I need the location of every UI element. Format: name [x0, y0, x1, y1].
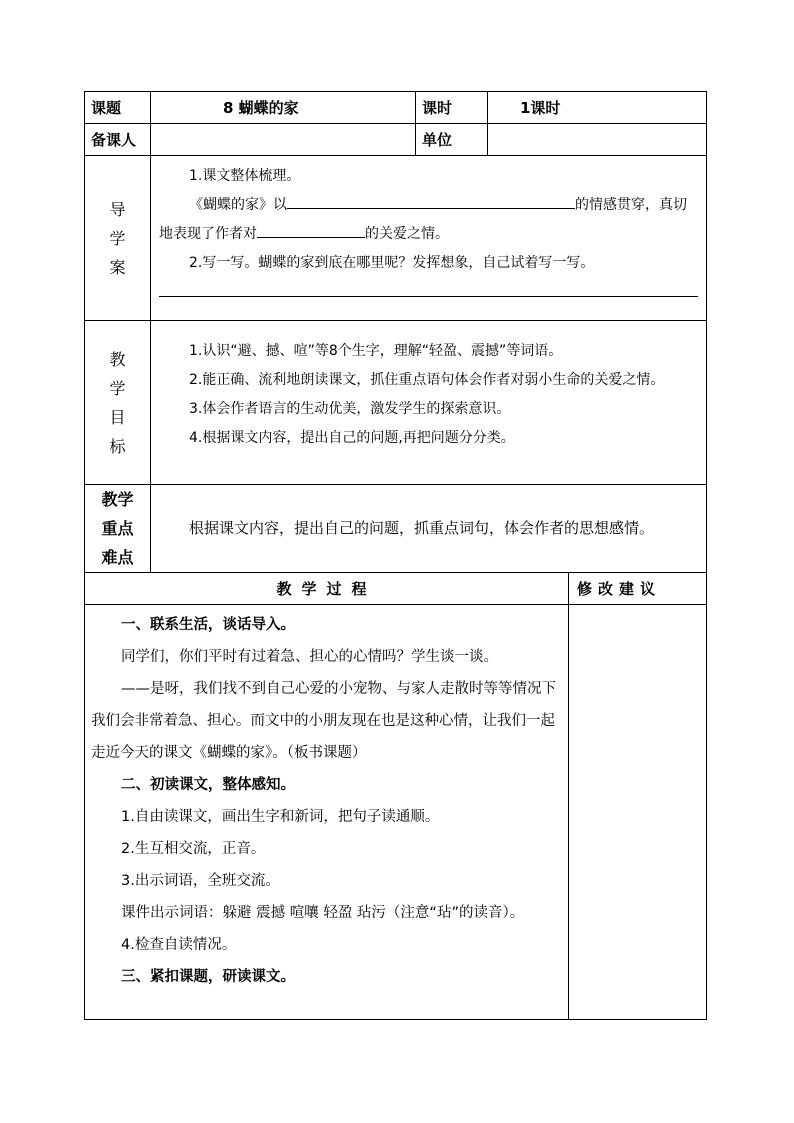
guide-item-2: 2.写一写。蝴蝶的家到底在哪里呢？发挥想象，自己试着写一写。 — [189, 255, 595, 271]
answer-blank-2 — [257, 220, 365, 238]
period-label: 课时 — [416, 92, 488, 124]
goals-label-char: 目 — [109, 407, 126, 427]
guide-text-c: 的关爱之情。 — [365, 226, 449, 242]
process-paragraph: 3.出示词语，全班交流。 — [121, 873, 280, 889]
answer-blank-1 — [287, 191, 575, 209]
goal-item: 1.认识“避、撼、喧”等8个生字，理解“轻盈、震撼”等词语。 — [189, 343, 563, 359]
guide-label — [85, 156, 151, 321]
goals-label-char: 教 — [109, 349, 126, 369]
topic-label: 课题 — [85, 92, 151, 124]
process-paragraph: 2.生互相交流，正音。 — [121, 841, 266, 857]
process-paragraph: 同学们，你们平时有过着急、担心的心情吗？学生谈一谈。 — [121, 649, 498, 665]
guide-label-char: 学 — [109, 228, 126, 248]
goals-label-char: 标 — [109, 436, 126, 456]
guide-item-1: 1.课文整体梳理。 — [189, 168, 301, 184]
suggestion-header: 修改建议 — [569, 573, 707, 605]
process-paragraph: 1.自由读课文，画出生字和新词，把句子读通顺。 — [121, 809, 440, 825]
unit-value — [488, 124, 707, 156]
topic-value: 8 蝴蝶的家 — [151, 92, 416, 124]
keypoints-text: 根据课文内容，提出自己的问题，抓重点词句，体会作者的思想感情。 — [189, 519, 655, 537]
header-row-topic — [85, 92, 707, 124]
section-heading: 一、联系生活，谈话导入。 — [121, 617, 295, 633]
process-row — [85, 605, 707, 1020]
guide-text-b: 的情感贯穿，真切地表现了作者对 — [159, 197, 687, 242]
guide-item-1-text — [159, 191, 698, 249]
goals-label — [85, 321, 151, 485]
goals-row — [85, 321, 707, 485]
keypoints-label-line: 难点 — [101, 548, 134, 567]
process-paragraph: ——是呀，我们找不到自己心爱的小宠物、与家人走散时等等情况下我们会非常着急、担心。而文中的小朋友现在也是这种心情，让我们一起走近今天的课文《蝴蝶的家》。（板书课题） — [91, 681, 556, 761]
answer-line — [159, 282, 698, 297]
guide-text-a: 《蝴蝶的家》以 — [189, 197, 287, 213]
period-value: 1课时 — [488, 92, 707, 124]
section-heading: 三、紧扣课题，研读课文。 — [121, 969, 295, 985]
goal-item: 3.体会作者语言的生动优美，激发学生的探索意识。 — [189, 401, 511, 417]
lesson-plan-table — [84, 91, 707, 1020]
keypoints-label-line: 教学 — [101, 490, 134, 509]
guide-content — [151, 156, 707, 321]
suggestion-content — [569, 605, 707, 1020]
header-row-preparer — [85, 124, 707, 156]
section-heading: 二、初读课文，整体感知。 — [121, 777, 295, 793]
guide-label-char: 案 — [109, 257, 126, 277]
keypoints-label — [85, 485, 151, 573]
goals-label-char: 学 — [109, 378, 126, 398]
process-header-row — [85, 573, 707, 605]
goal-item: 4.根据课文内容，提出自己的问题,再把问题分分类。 — [189, 430, 515, 446]
goals-content — [151, 321, 707, 485]
preparer-value — [151, 124, 416, 156]
guide-label-char: 导 — [109, 199, 126, 219]
preparer-label: 备课人 — [85, 124, 151, 156]
keypoints-content — [151, 485, 707, 573]
unit-label: 单位 — [416, 124, 488, 156]
process-paragraph: 4.检查自读情况。 — [121, 937, 237, 953]
process-header: 教学过程 — [85, 573, 569, 605]
keypoints-label-line: 重点 — [101, 519, 134, 538]
keypoints-row — [85, 485, 707, 573]
process-content — [85, 605, 569, 1020]
goal-item: 2.能正确、流利地朗读课文，抓住重点语句体会作者对弱小生命的关爱之情。 — [189, 372, 665, 388]
process-paragraph: 课件出示词语：躲避 震撼 喧嚷 轻盈 玷污（注意“玷”的读音）。 — [121, 905, 525, 921]
guide-row — [85, 156, 707, 321]
